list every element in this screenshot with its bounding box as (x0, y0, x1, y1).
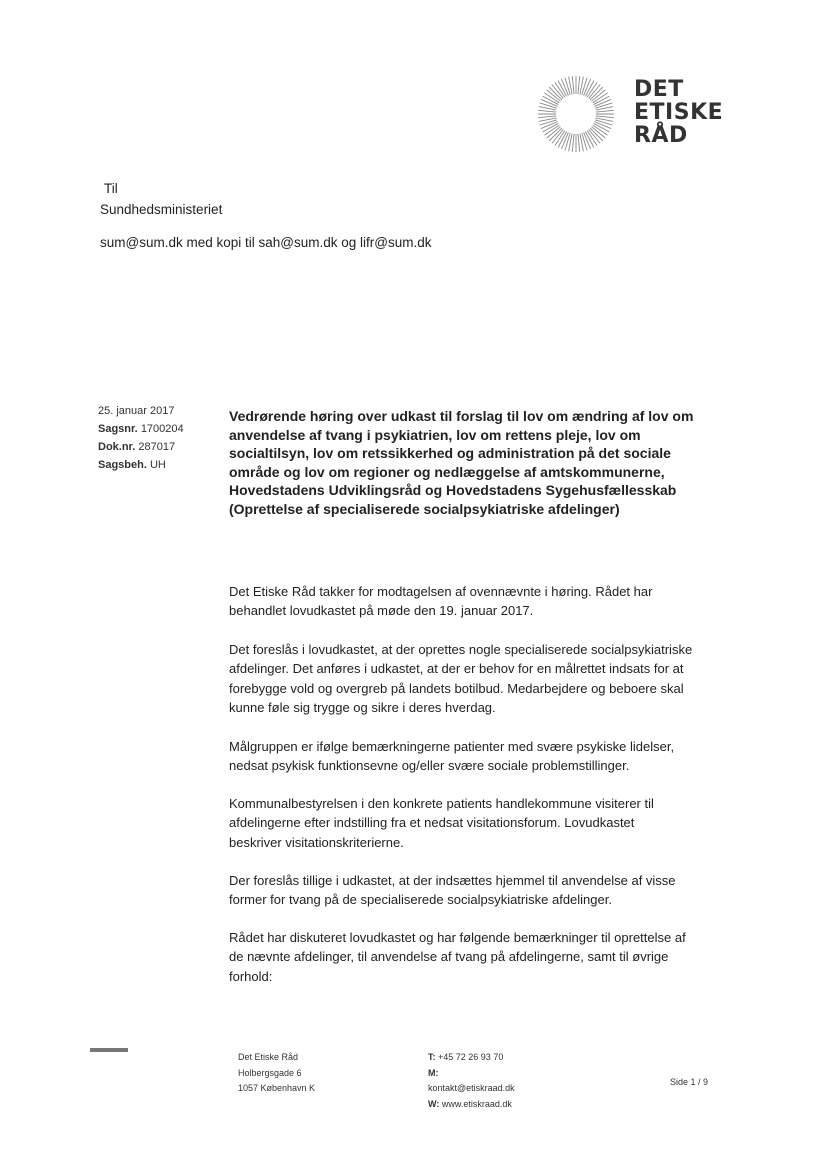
logo-line-3: RÅD (634, 123, 688, 148)
letter-meta (98, 402, 184, 474)
body-paragraph: Der foreslås tillige i udkastet, at der indsættes hjemmel til anvendelse af visse former for tvang på de specialiserede socialpsykiatriske afdelinger. (229, 873, 676, 908)
page-number: Side 1 / 9 (670, 1077, 709, 1087)
case-handler: Sagsbeh. UH (98, 459, 166, 471)
logo-line-1: DET (634, 77, 684, 102)
email-line: sum@sum.dk med kopi til sah@sum.dk og lifr@sum.dk (100, 235, 432, 250)
recipient-block (100, 178, 222, 220)
case-number: Sagsnr. 1700204 (98, 423, 184, 435)
document-number: Dok.nr. 287017 (98, 441, 176, 453)
footer-email: kontakt@etiskraad.dk (428, 1083, 515, 1093)
subject-line: socialtilsyn, lov om retssikkerhed og administration på det sociale (229, 445, 671, 462)
logo-wordmark (634, 78, 723, 147)
subject-line: område og lov om regioner og nedlæggelse af amtskommunerne, (229, 463, 665, 480)
letter-date: 25. januar 2017 (98, 405, 175, 417)
logo-burst-icon (536, 74, 616, 154)
body-paragraph: Målgruppen er ifølge bemærkningerne patienter med svære psykiske lidelser, nedsat psykisk funktionsevne og/eller svære sociale problemstillinger. (229, 739, 675, 774)
recipient-name: Sundhedsministeriet (100, 202, 223, 217)
footer-rule (90, 1048, 128, 1052)
footer-city: 1057 København K (238, 1083, 316, 1093)
footer-contact (428, 1050, 515, 1112)
body-paragraph: Rådet har diskuteret lovudkastet og har følgende bemærkninger til oprettelse af de nævnte afdelinger, til anvendelse af tvang på afdelingerne, samt til øvrige forhold: (229, 930, 686, 984)
to-label: Til (104, 181, 118, 196)
letter-subject (229, 407, 749, 519)
body-paragraph: Det Etiske Råd takker for modtagelsen af ovennævnte i høring. Rådet har behandlet lovudkastet på møde den 19. januar 2017. (229, 584, 653, 619)
subject-line: Hovedstadens Udviklingsråd og Hovedstadens Sygehusfællesskab (229, 482, 677, 499)
footer-address (238, 1050, 315, 1097)
footer-mobile: M: (428, 1067, 439, 1078)
subject-line: Vedrørende høring over udkast til forslag til lov om ændring af lov om (229, 408, 694, 424)
body-paragraph: Kommunalbestyrelsen i den konkrete patients handlekommune visiterer til afdelingerne efter indstilling fra et nedsat visitationsforum. Lovudkastet beskriver visitationskriterierne. (229, 796, 654, 850)
logo-line-2: ETISKE (634, 100, 724, 125)
subject-line: (Oprettelse af specialiserede socialpsykiatriske afdelinger) (229, 500, 620, 517)
footer-street: Holbergsgade 6 (238, 1067, 302, 1078)
body-paragraph: Det foreslås i lovudkastet, at der oprettes nogle specialiserede socialpsykiatriske afdelinger. Det anføres i udkastet, at der er behov for en målrettet indsats for at forebygge vold og overgreb på landets botilbud. Medarbejdere og beboere skal kunne føle sig trygge og sikre i deres hverdag. (229, 642, 693, 715)
footer-web: W: www.etiskraad.dk (428, 1098, 512, 1109)
subject-line: anvendelse af tvang i psykiatrien, lov om rettens pleje, lov om (229, 426, 641, 443)
footer-org: Det Etiske Råd (238, 1052, 299, 1062)
footer-phone: T: +45 72 26 93 70 (428, 1052, 504, 1062)
